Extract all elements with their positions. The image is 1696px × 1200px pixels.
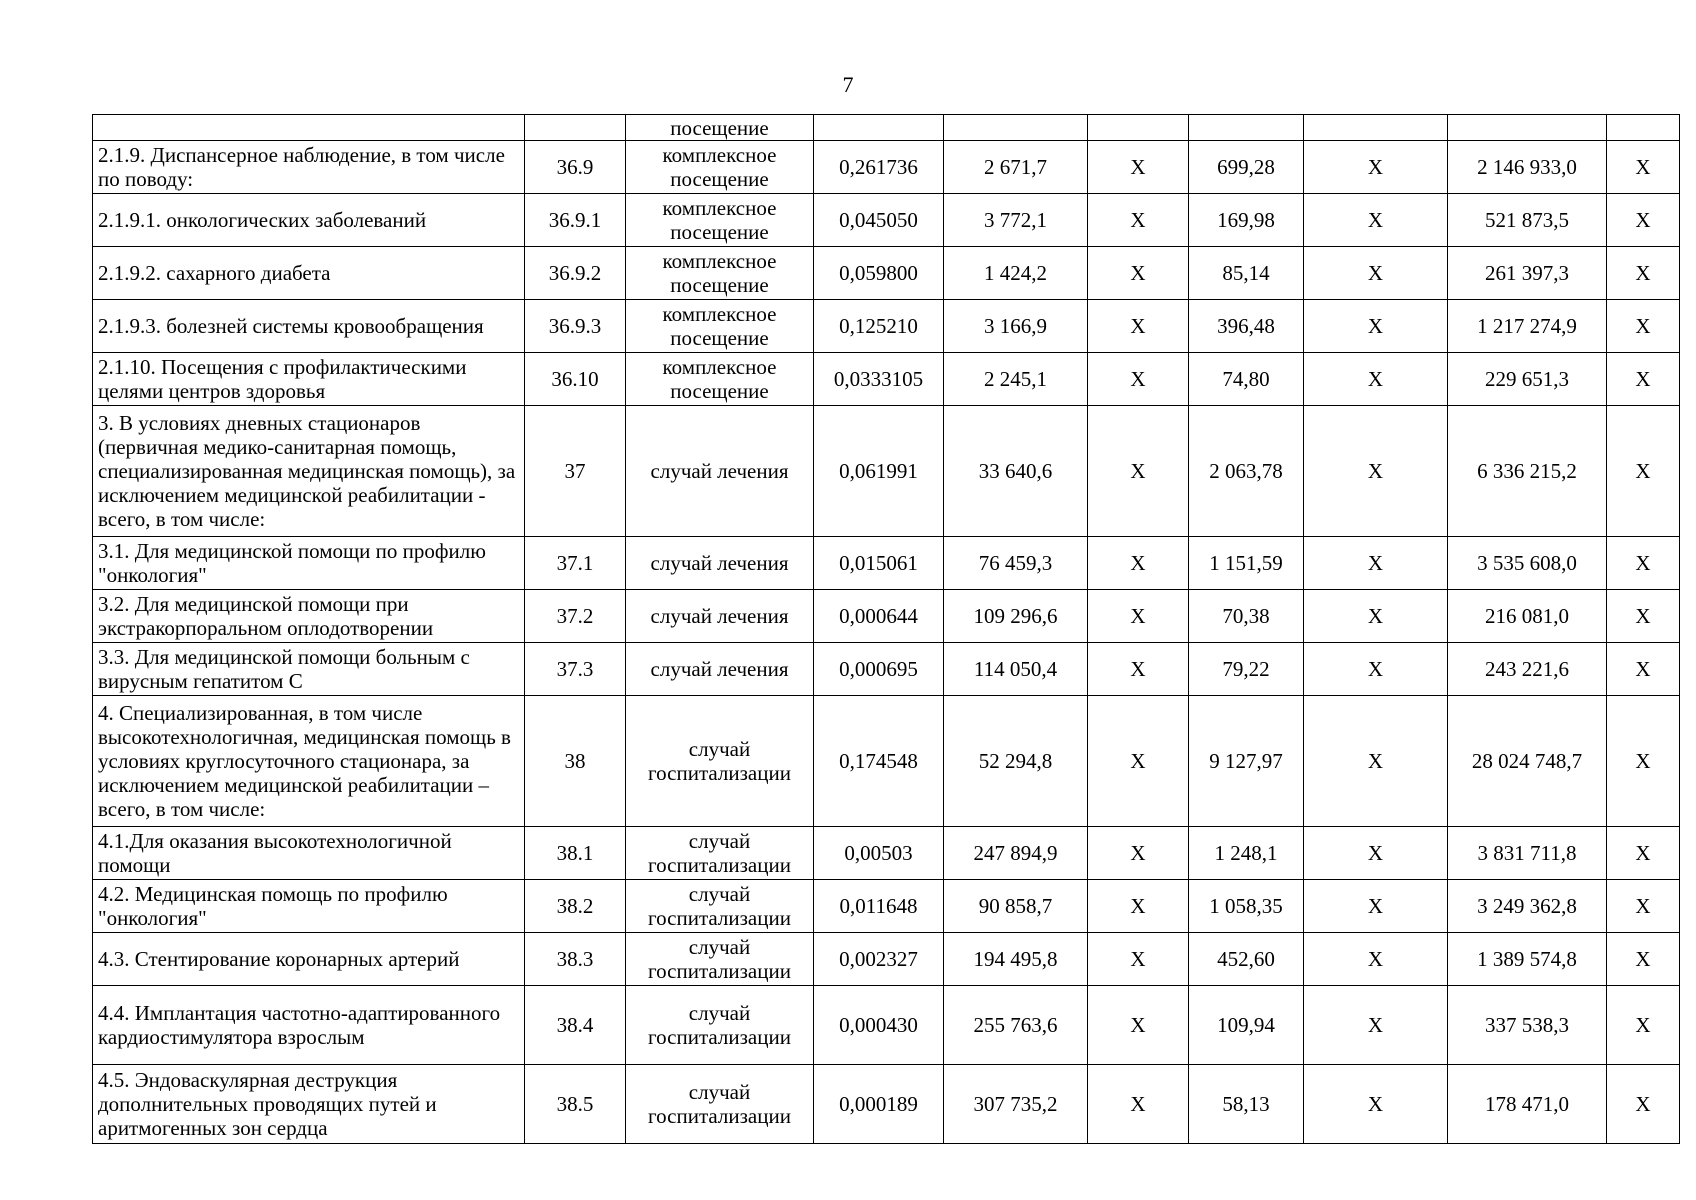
- row-per-capita-cell: [1189, 115, 1304, 141]
- row-norm-cell: 0,000430: [814, 986, 944, 1065]
- row-code-cell: 37: [525, 406, 626, 537]
- row-cost-cell: 247 894,9: [944, 827, 1088, 880]
- row-norm-cell: 0,125210: [814, 300, 944, 353]
- row-x-cell: X: [1607, 300, 1680, 353]
- row-x-cell: [1088, 115, 1189, 141]
- row-x-cell: X: [1607, 827, 1680, 880]
- table-row: [93, 1065, 1680, 1144]
- row-x-cell: X: [1607, 406, 1680, 537]
- row-name-cell: 4.4. Имплантация частотно-адаптированного кардиостимулятора взрослым: [93, 986, 525, 1065]
- row-name-cell: 2.1.9.2. сахарного диабета: [93, 247, 525, 300]
- row-per-capita-cell: 74,80: [1189, 353, 1304, 406]
- row-name-cell: 2.1.9.3. болезней системы кровообращения: [93, 300, 525, 353]
- table-row: [93, 353, 1680, 406]
- row-code-cell: 37.2: [525, 590, 626, 643]
- row-code-cell: 36.9.2: [525, 247, 626, 300]
- row-x-cell: X: [1088, 643, 1189, 696]
- table-row: [93, 247, 1680, 300]
- row-cost-cell: 109 296,6: [944, 590, 1088, 643]
- row-per-capita-cell: 169,98: [1189, 194, 1304, 247]
- row-cost-cell: 1 424,2: [944, 247, 1088, 300]
- row-unit-cell: случай лечения: [626, 643, 814, 696]
- row-total-cell: 178 471,0: [1448, 1065, 1607, 1144]
- row-x-cell: X: [1088, 1065, 1189, 1144]
- row-code-cell: 37.1: [525, 537, 626, 590]
- row-code-cell: 36.9: [525, 141, 626, 194]
- row-norm-cell: 0,000695: [814, 643, 944, 696]
- row-cost-cell: 194 495,8: [944, 933, 1088, 986]
- page-number: 7: [842, 72, 854, 97]
- row-name-cell: 3.1. Для медицинской помощи по профилю "онкология": [93, 537, 525, 590]
- row-x-cell: X: [1304, 1065, 1448, 1144]
- row-x-cell: X: [1607, 353, 1680, 406]
- row-total-cell: 216 081,0: [1448, 590, 1607, 643]
- row-norm-cell: 0,059800: [814, 247, 944, 300]
- row-x-cell: X: [1607, 194, 1680, 247]
- row-unit-cell: посещение: [626, 115, 814, 141]
- row-total-cell: 337 538,3: [1448, 986, 1607, 1065]
- row-norm-cell: 0,0333105: [814, 353, 944, 406]
- row-unit-cell: случай госпитализации: [626, 827, 814, 880]
- row-unit-cell: комплексное посещение: [626, 353, 814, 406]
- row-norm-cell: 0,002327: [814, 933, 944, 986]
- row-code-cell: 36.9.1: [525, 194, 626, 247]
- row-x-cell: X: [1088, 986, 1189, 1065]
- row-per-capita-cell: 58,13: [1189, 1065, 1304, 1144]
- row-x-cell: X: [1607, 986, 1680, 1065]
- table-row: [93, 696, 1680, 827]
- row-x-cell: X: [1304, 827, 1448, 880]
- row-unit-cell: случай лечения: [626, 406, 814, 537]
- row-x-cell: X: [1304, 141, 1448, 194]
- row-x-cell: X: [1607, 141, 1680, 194]
- row-unit-cell: комплексное посещение: [626, 194, 814, 247]
- row-name-cell: 2.1.9.1. онкологических заболеваний: [93, 194, 525, 247]
- row-cost-cell: 76 459,3: [944, 537, 1088, 590]
- row-norm-cell: [814, 115, 944, 141]
- row-cost-cell: 52 294,8: [944, 696, 1088, 827]
- row-total-cell: 6 336 215,2: [1448, 406, 1607, 537]
- row-code-cell: 38.2: [525, 880, 626, 933]
- row-cost-cell: 90 858,7: [944, 880, 1088, 933]
- row-x-cell: X: [1607, 880, 1680, 933]
- table-row: [93, 406, 1680, 537]
- row-x-cell: X: [1088, 696, 1189, 827]
- row-total-cell: 1 217 274,9: [1448, 300, 1607, 353]
- row-unit-cell: случай госпитализации: [626, 986, 814, 1065]
- row-total-cell: 243 221,6: [1448, 643, 1607, 696]
- row-norm-cell: 0,174548: [814, 696, 944, 827]
- row-total-cell: 28 024 748,7: [1448, 696, 1607, 827]
- row-norm-cell: 0,261736: [814, 141, 944, 194]
- row-x-cell: X: [1088, 141, 1189, 194]
- row-total-cell: 3 535 608,0: [1448, 537, 1607, 590]
- row-x-cell: X: [1607, 643, 1680, 696]
- row-name-cell: 4.1.Для оказания высокотехнологичной помощи: [93, 827, 525, 880]
- table-row: [93, 300, 1680, 353]
- row-norm-cell: 0,000189: [814, 1065, 944, 1144]
- row-total-cell: 1 389 574,8: [1448, 933, 1607, 986]
- row-x-cell: X: [1088, 406, 1189, 537]
- row-x-cell: X: [1088, 194, 1189, 247]
- row-total-cell: 3 831 711,8: [1448, 827, 1607, 880]
- row-x-cell: X: [1088, 933, 1189, 986]
- row-total-cell: 261 397,3: [1448, 247, 1607, 300]
- row-unit-cell: случай госпитализации: [626, 1065, 814, 1144]
- row-total-cell: 3 249 362,8: [1448, 880, 1607, 933]
- row-code-cell: [525, 115, 626, 141]
- row-norm-cell: 0,00503: [814, 827, 944, 880]
- row-x-cell: X: [1088, 537, 1189, 590]
- table-row: [93, 590, 1680, 643]
- table-row: [93, 194, 1680, 247]
- row-unit-cell: комплексное посещение: [626, 247, 814, 300]
- row-cost-cell: 33 640,6: [944, 406, 1088, 537]
- table-row: [93, 827, 1680, 880]
- row-x-cell: X: [1088, 880, 1189, 933]
- row-per-capita-cell: 70,38: [1189, 590, 1304, 643]
- row-x-cell: X: [1304, 300, 1448, 353]
- row-name-cell: 4.5. Эндоваскулярная деструкция дополнительных проводящих путей и аритмогенных зон сердца: [93, 1065, 525, 1144]
- row-unit-cell: случай лечения: [626, 537, 814, 590]
- table-row: [93, 141, 1680, 194]
- row-norm-cell: 0,015061: [814, 537, 944, 590]
- row-x-cell: X: [1304, 537, 1448, 590]
- row-x-cell: X: [1304, 880, 1448, 933]
- row-per-capita-cell: 9 127,97: [1189, 696, 1304, 827]
- row-per-capita-cell: 1 151,59: [1189, 537, 1304, 590]
- row-x-cell: X: [1304, 247, 1448, 300]
- row-unit-cell: случай лечения: [626, 590, 814, 643]
- row-x-cell: X: [1304, 933, 1448, 986]
- row-cost-cell: 2 245,1: [944, 353, 1088, 406]
- row-code-cell: 38.3: [525, 933, 626, 986]
- row-per-capita-cell: 699,28: [1189, 141, 1304, 194]
- row-x-cell: X: [1304, 406, 1448, 537]
- row-x-cell: X: [1088, 827, 1189, 880]
- row-x-cell: [1607, 115, 1680, 141]
- row-x-cell: X: [1607, 1065, 1680, 1144]
- row-cost-cell: 3 772,1: [944, 194, 1088, 247]
- row-x-cell: X: [1088, 247, 1189, 300]
- row-per-capita-cell: 79,22: [1189, 643, 1304, 696]
- row-name-cell: 4.3. Стентирование коронарных артерий: [93, 933, 525, 986]
- row-x-cell: X: [1607, 590, 1680, 643]
- row-x-cell: X: [1304, 986, 1448, 1065]
- row-unit-cell: комплексное посещение: [626, 141, 814, 194]
- row-x-cell: X: [1607, 537, 1680, 590]
- row-name-cell: 4.2. Медицинская помощь по профилю "онкология": [93, 880, 525, 933]
- row-cost-cell: [944, 115, 1088, 141]
- table-row: [93, 880, 1680, 933]
- row-per-capita-cell: 1 058,35: [1189, 880, 1304, 933]
- row-x-cell: X: [1607, 933, 1680, 986]
- row-norm-cell: 0,000644: [814, 590, 944, 643]
- row-name-cell: 3. В условиях дневных стационаров (первичная медико-санитарная помощь, специализированная медицинская помощь), за исключением медицинской реабилитации - всего, в том числе:: [93, 406, 525, 537]
- row-total-cell: [1448, 115, 1607, 141]
- row-cost-cell: 114 050,4: [944, 643, 1088, 696]
- table-row: [93, 115, 1680, 141]
- row-x-cell: X: [1304, 696, 1448, 827]
- row-norm-cell: 0,061991: [814, 406, 944, 537]
- row-cost-cell: 2 671,7: [944, 141, 1088, 194]
- row-name-cell: 2.1.10. Посещения с профилактическими целями центров здоровья: [93, 353, 525, 406]
- row-x-cell: X: [1304, 643, 1448, 696]
- row-per-capita-cell: 85,14: [1189, 247, 1304, 300]
- row-name-cell: 3.3. Для медицинской помощи больным с вирусным гепатитом С: [93, 643, 525, 696]
- row-name-cell: 3.2. Для медицинской помощи при экстракорпоральном оплодотворении: [93, 590, 525, 643]
- row-unit-cell: комплексное посещение: [626, 300, 814, 353]
- row-per-capita-cell: 452,60: [1189, 933, 1304, 986]
- row-per-capita-cell: 109,94: [1189, 986, 1304, 1065]
- table-row: [93, 537, 1680, 590]
- row-unit-cell: случай госпитализации: [626, 696, 814, 827]
- row-total-cell: 2 146 933,0: [1448, 141, 1607, 194]
- row-unit-cell: случай госпитализации: [626, 880, 814, 933]
- row-code-cell: 38: [525, 696, 626, 827]
- row-x-cell: X: [1088, 300, 1189, 353]
- table-body: [93, 115, 1680, 1144]
- row-per-capita-cell: 396,48: [1189, 300, 1304, 353]
- row-per-capita-cell: 1 248,1: [1189, 827, 1304, 880]
- row-name-cell: 2.1.9. Диспансерное наблюдение, в том числе по поводу:: [93, 141, 525, 194]
- table-row: [93, 643, 1680, 696]
- row-per-capita-cell: 2 063,78: [1189, 406, 1304, 537]
- row-x-cell: [1304, 115, 1448, 141]
- row-name-cell: 4. Специализированная, в том числе высокотехнологичная, медицинская помощь в условиях круглосуточного стационара, за исключением медицинской реабилитации – всего, в том числе:: [93, 696, 525, 827]
- row-cost-cell: 3 166,9: [944, 300, 1088, 353]
- row-x-cell: X: [1304, 194, 1448, 247]
- row-unit-cell: случай госпитализации: [626, 933, 814, 986]
- row-code-cell: 36.10: [525, 353, 626, 406]
- row-cost-cell: 307 735,2: [944, 1065, 1088, 1144]
- row-norm-cell: 0,045050: [814, 194, 944, 247]
- row-name-cell: [93, 115, 525, 141]
- row-x-cell: X: [1088, 353, 1189, 406]
- row-x-cell: X: [1607, 247, 1680, 300]
- row-code-cell: 38.4: [525, 986, 626, 1065]
- row-x-cell: X: [1088, 590, 1189, 643]
- row-x-cell: X: [1304, 590, 1448, 643]
- row-x-cell: X: [1607, 696, 1680, 827]
- table-row: [93, 933, 1680, 986]
- row-code-cell: 38.5: [525, 1065, 626, 1144]
- row-x-cell: X: [1304, 353, 1448, 406]
- row-code-cell: 37.3: [525, 643, 626, 696]
- row-total-cell: 229 651,3: [1448, 353, 1607, 406]
- data-table: [92, 114, 1680, 1144]
- row-cost-cell: 255 763,6: [944, 986, 1088, 1065]
- row-norm-cell: 0,011648: [814, 880, 944, 933]
- row-total-cell: 521 873,5: [1448, 194, 1607, 247]
- table-row: [93, 986, 1680, 1065]
- row-code-cell: 36.9.3: [525, 300, 626, 353]
- row-code-cell: 38.1: [525, 827, 626, 880]
